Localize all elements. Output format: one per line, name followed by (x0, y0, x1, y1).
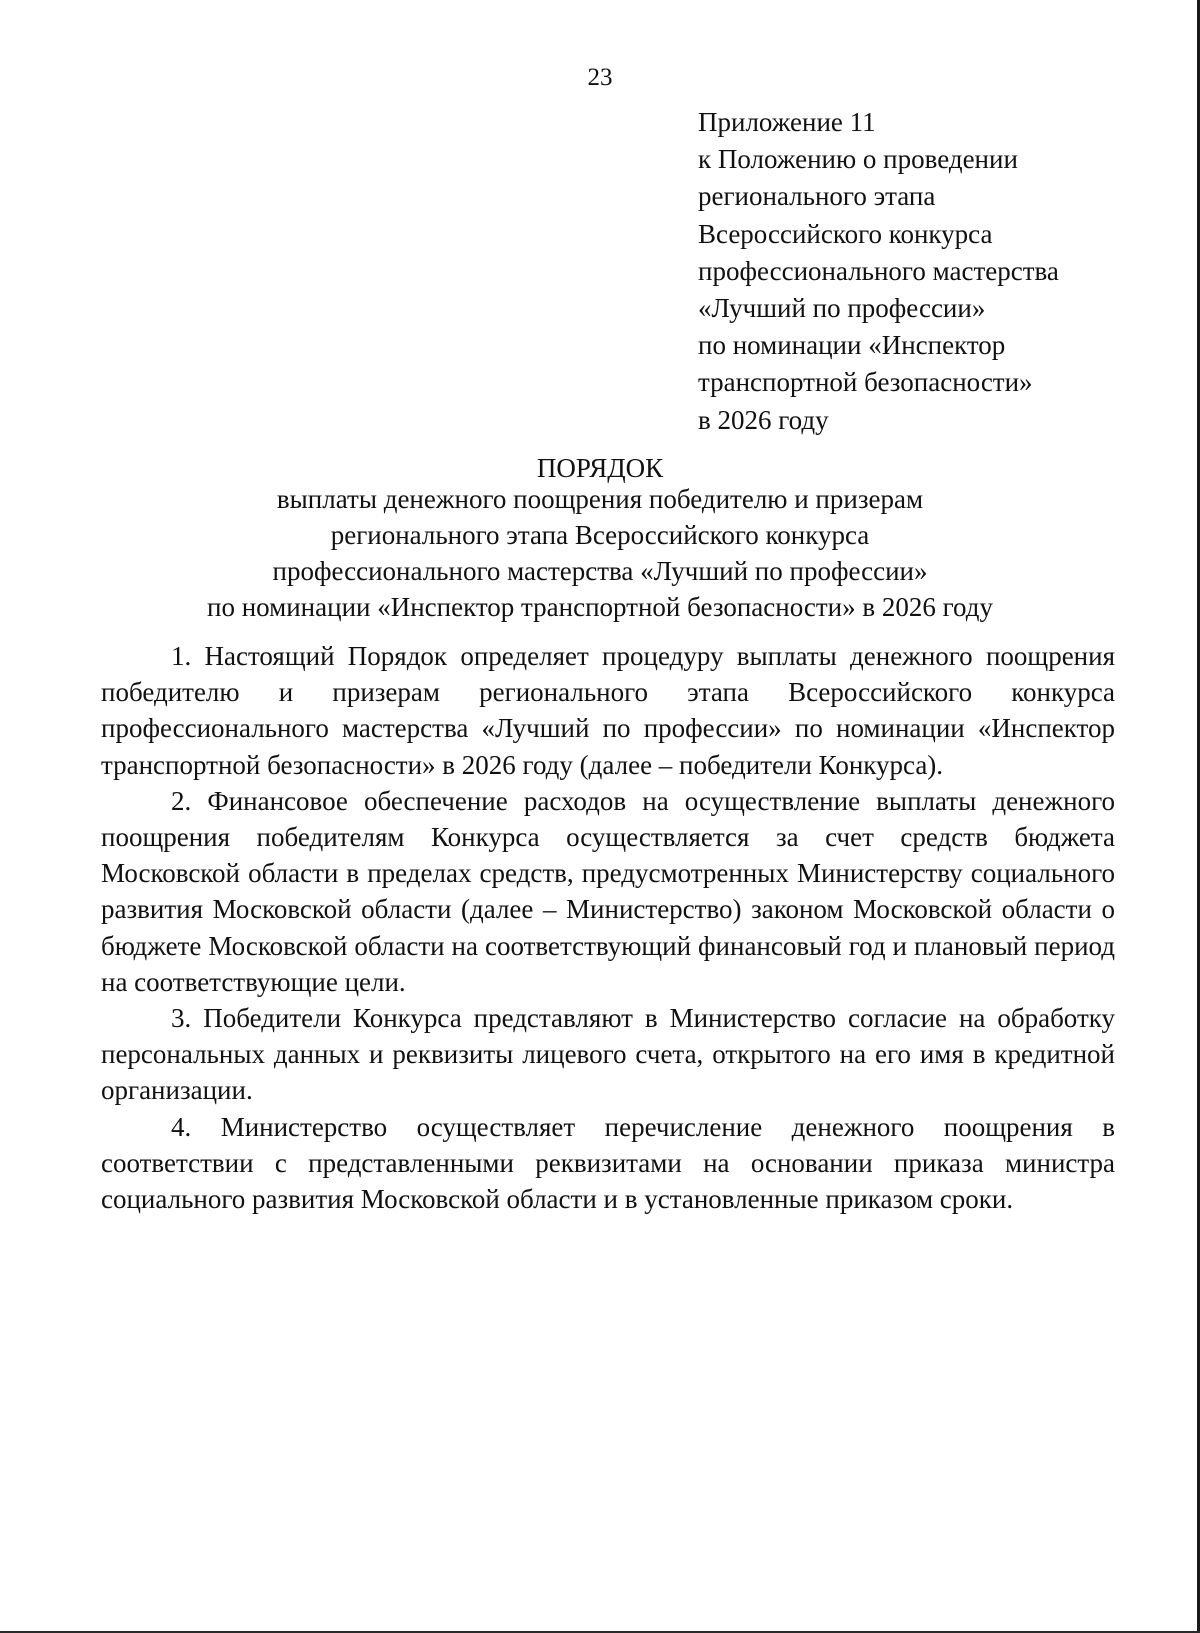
appendix-line: по номинации «Инспектор (698, 330, 1006, 361)
document-subtitle (0, 481, 1200, 625)
subtitle-line: регионального этапа Всероссийского конкурса (330, 520, 870, 550)
appendix-line: профессионального мастерства (698, 255, 1059, 286)
subtitle-line: профессионального мастерства «Лучший по профессии» (272, 556, 928, 586)
paragraph-1: 1. Настоящий Порядок определяет процедуру выплаты денежного поощрения победителю и призерам регионального этапа Всероссийского конкурса профессионального мастерства «Лучший по профессии» по номинации «Инспектор транспортной безопасности» в 2026 году (далее – победители Конкурса). (101, 641, 1115, 780)
paragraph-2: 2. Финансовое обеспечение расходов на осуществление выплаты денежного поощрения победителям Конкурса осуществляется за счет средств бюджета Московской области в пределах средств, предусмотренных Министерству социального развития Московской области (далее – Министерство) законом Московской области о бюджете Московской области на соответствующий финансовый год и плановый период на соответствующие цели. (101, 785, 1115, 997)
appendix-line: транспортной безопасности» (698, 367, 1033, 398)
document-body (101, 638, 1115, 1217)
subtitle-line: по номинации «Инспектор транспортной безопасности» в 2026 году (207, 592, 993, 622)
document-title: ПОРЯДОК (536, 453, 664, 483)
appendix-line: к Положению о проведении (698, 144, 1018, 175)
appendix-line: Всероссийского конкурса (698, 218, 993, 249)
subtitle-line: выплаты денежного поощрения победителю и призерам (276, 484, 924, 514)
appendix-block (698, 104, 1138, 439)
appendix-line: Приложение 11 (698, 107, 876, 137)
appendix-line: регионального этапа (698, 181, 936, 212)
paragraph-3: 3. Победители Конкурса представляют в Министерство согласие на обработку персональных данных и реквизиты лицевого счета, открытого на его имя в кредитной организации. (101, 1003, 1115, 1106)
appendix-line: «Лучший по профессии» (698, 293, 986, 324)
paragraph-4: 4. Министерство осуществляет перечисление денежного поощрения в соответствии с представленными реквизитами на основании приказа министра социального развития Московской области и в установленные приказом сроки. (101, 1111, 1115, 1215)
appendix-line: в 2026 году (698, 404, 829, 435)
page-number: 23 (587, 64, 613, 91)
